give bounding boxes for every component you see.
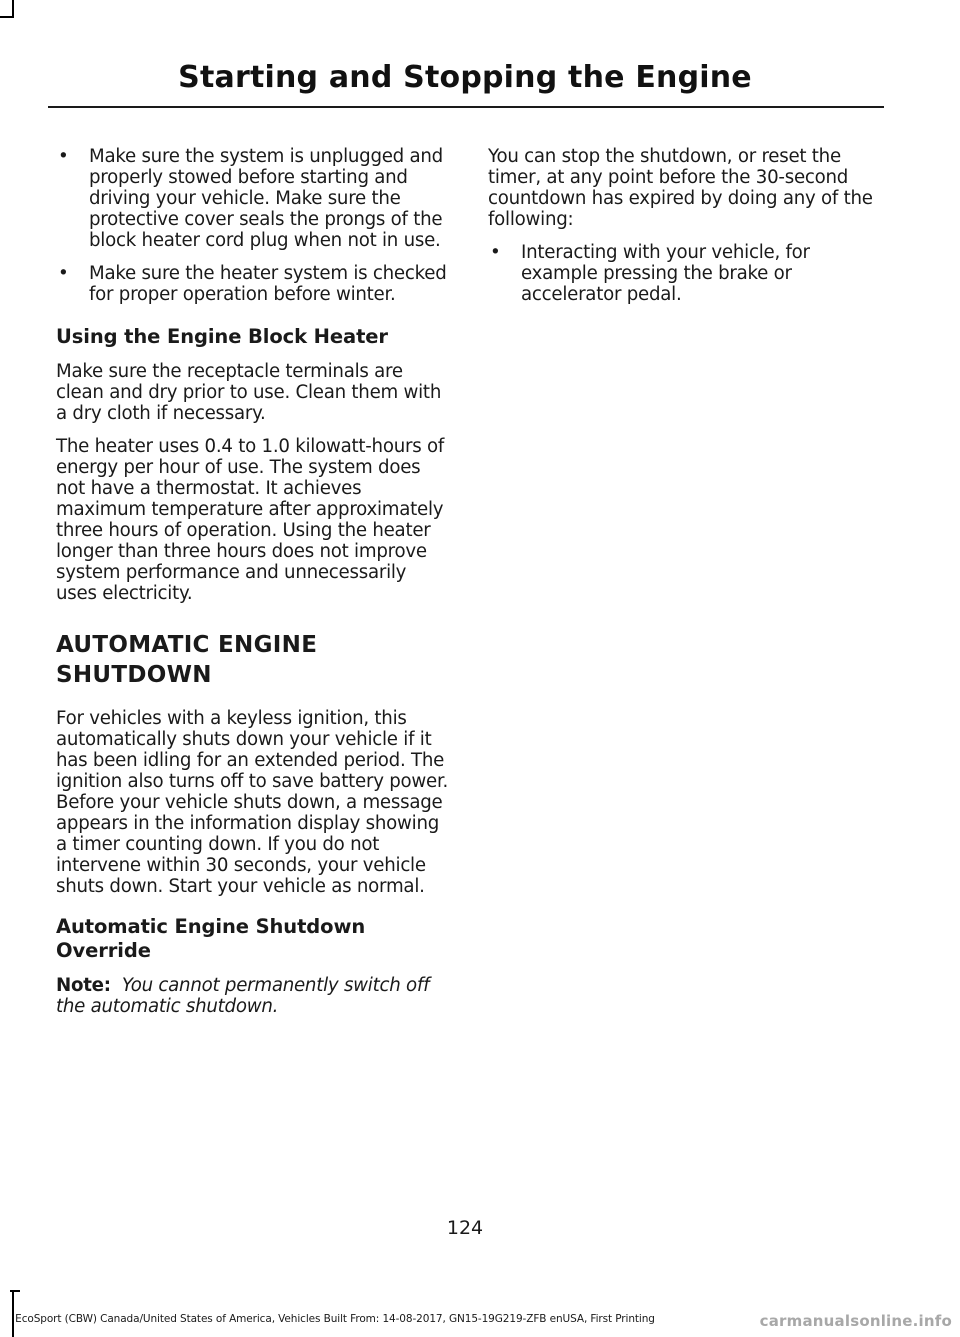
bullet-text: Make sure the system is unplugged and properly stowed before starting and driving your vehicle. Make sure the protective cover seals the prongs of the block heater cord plug when not in use. — [89, 146, 443, 251]
list-item — [488, 242, 884, 305]
footer-text: EcoSport (CBW) Canada/United States of America, Vehicles Built From: 14-08-2017, GN15-19G219-ZFB enUSA, First Printing — [15, 1313, 655, 1325]
left-column — [56, 146, 452, 1029]
bullet-icon: • — [58, 263, 69, 284]
paragraph-terminals: Make sure the receptacle terminals are clean and dry prior to use. Clean them with a dry cloth if necessary. — [56, 361, 442, 424]
bullet-icon: • — [58, 146, 69, 167]
note-text: You cannot permanently switch off the automatic shutdown. — [56, 975, 430, 1017]
bullet-icon: • — [490, 242, 501, 263]
note-label: Note: — [56, 975, 111, 996]
crop-mark-left-side — [10, 1290, 20, 1292]
paragraph-stop: You can stop the shutdown, or reset the timer, at any point before the 30-second countdown has expired by doing any of the following: — [488, 146, 873, 230]
bullet-text: Interacting with your vehicle, for example pressing the brake or accelerator pedal. — [521, 242, 810, 305]
heading-override: Automatic Engine Shutdown Override — [56, 915, 366, 962]
paragraph-shutdown: For vehicles with a keyless ignition, this automatically shuts down your vehicle if it has been idling for an extended period. The ignition also turns off to save battery power. Before your vehicle shuts down, a message appears in the information display showing a timer counting down. If you do not intervene within 30 seconds, your vehicle shuts down. Start your vehicle as normal. — [56, 708, 449, 897]
right-column — [488, 146, 884, 317]
note-paragraph — [56, 975, 452, 1017]
paragraph-energy: The heater uses 0.4 to 1.0 kilowatt-hours of energy per hour of use. The system does not have a thermostat. It achieves maximum temperature after approximately three hours of operation. Using the heater longer than three hours does not improve system performance and unnecessarily uses electricity. — [56, 436, 445, 604]
crop-mark-top-left-horizontal — [0, 16, 14, 18]
section-title: AUTOMATIC ENGINE SHUTDOWN — [56, 632, 318, 688]
watermark: carmanualsonline.info — [759, 1312, 952, 1330]
list-item — [56, 263, 452, 305]
list-item — [56, 146, 452, 251]
heading-block-heater: Using the Engine Block Heater — [56, 325, 388, 348]
header-divider — [48, 106, 884, 108]
bullet-text: Make sure the heater system is checked for proper operation before winter. — [89, 263, 447, 305]
page-header-title: Starting and Stopping the Engine — [178, 60, 752, 95]
page-number: 124 — [446, 1217, 484, 1239]
